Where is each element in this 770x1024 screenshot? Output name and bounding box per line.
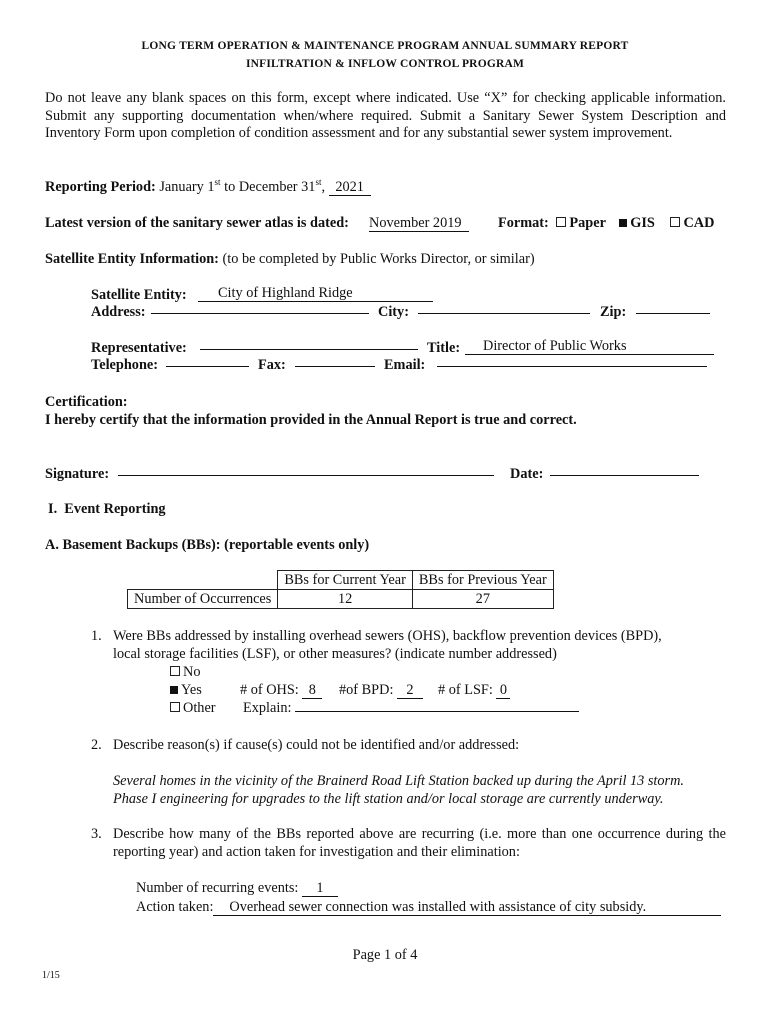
bb-table <box>127 570 554 609</box>
lsf-count: # of LSF: 0 <box>438 682 510 700</box>
recurring-field[interactable]: 1 <box>302 881 338 897</box>
q3-number: 3. <box>91 826 102 842</box>
option-other: Other <box>166 700 216 718</box>
section-heading: I. Event Reporting <box>48 501 166 517</box>
date-label: Date: <box>510 466 544 482</box>
format-cad-label: CAD <box>683 215 715 231</box>
col-previous-header: BBs for Previous Year <box>412 571 553 590</box>
atlas-label: Latest version of the sanitary sewer atlas is dated: <box>45 215 349 231</box>
email-label: Email: <box>384 357 426 373</box>
yes-checkbox[interactable] <box>170 686 178 694</box>
period-year-field[interactable]: 2021 <box>329 180 371 196</box>
format-paper-checkbox[interactable] <box>556 217 566 227</box>
col-current-header: BBs for Current Year <box>278 571 413 590</box>
explain: Explain: <box>243 700 579 718</box>
table-corner <box>128 571 278 590</box>
format-paper-label: Paper <box>569 215 606 231</box>
address-field[interactable] <box>151 313 369 314</box>
reporting-period: Reporting Period: January 1st to December 31st, 2021 <box>45 179 371 197</box>
basement-backups-heading: A. Basement Backups (BBs): (reportable events only) <box>45 537 370 553</box>
q2-answer-line2: Phase I engineering for upgrades to the lift station and/or local storage are currently underway. <box>113 791 664 807</box>
option-yes: Yes <box>166 682 202 700</box>
date-field[interactable] <box>550 475 699 476</box>
q1-text-line1: Were BBs addressed by installing overhead sewers (OHS), backflow prevention devices (BPD), <box>113 628 662 644</box>
entity-label: Satellite Entity: <box>91 287 187 303</box>
option-no: No <box>166 664 200 682</box>
city-label: City: <box>378 304 409 320</box>
entity-field[interactable]: City of Highland Ridge <box>198 286 433 302</box>
ohs-count: # of OHS: 8 <box>240 682 322 700</box>
satellite-heading: Satellite Entity Information: (to be completed by Public Works Director, or similar) <box>45 251 535 267</box>
action-field[interactable]: Overhead sewer connection was installed with assistance of city subsidy. <box>213 900 721 916</box>
ohs-field[interactable]: 8 <box>302 683 322 699</box>
representative-label: Representative: <box>91 340 187 356</box>
telephone-label: Telephone: <box>91 357 158 373</box>
zip-field[interactable] <box>636 313 710 314</box>
lsf-field[interactable]: 0 <box>496 683 510 699</box>
representative-field[interactable] <box>200 349 418 350</box>
city-field[interactable] <box>418 313 590 314</box>
period-to: to December 31st <box>220 177 322 195</box>
action-taken: Action taken: Overhead sewer connection was installed with assistance of city subsidy. <box>136 899 721 917</box>
bpd-field[interactable]: 2 <box>397 683 423 699</box>
format-gis-checkbox[interactable] <box>619 219 627 227</box>
address-label: Address: <box>91 304 146 320</box>
current-year-value[interactable]: 12 <box>278 590 413 609</box>
report-title: LONG TERM OPERATION & MAINTENANCE PROGRAM ANNUAL SUMMARY REPORT <box>141 40 629 52</box>
q2-text: Describe reason(s) if cause(s) could not be identified and/or addressed: <box>113 737 520 753</box>
certification-text: I hereby certify that the information provided in the Annual Report is true and correct. <box>45 412 577 428</box>
no-checkbox[interactable] <box>170 666 180 676</box>
format-label: Format: <box>498 215 549 231</box>
previous-year-value[interactable]: 27 <box>412 590 553 609</box>
atlas-format <box>498 215 714 233</box>
page-number: Page 1 of 4 <box>352 947 418 963</box>
recurring-events: Number of recurring events: 1 <box>136 880 338 898</box>
q1-text-line2: local storage facilities (LSF), or other measures? (indicate number addressed) <box>113 646 557 662</box>
instructions: Do not leave any blank spaces on this form, except where indicated. Use “X” for checking applicable information. Submit any supporting documentation when/where required. Submit a Sanitary Sewer System Description and Inventory Form upon completion of condition assessment and for any substantial sewer system improvement. <box>45 90 726 141</box>
zip-label: Zip: <box>600 304 627 320</box>
q2-answer-line1: Several homes in the vicinity of the Brainerd Road Lift Station backed up during the April 13 storm. <box>113 773 685 789</box>
other-checkbox[interactable] <box>170 702 180 712</box>
q3-text: Describe how many of the BBs reported above are recurring (i.e. more than one occurrence during the reporting year) and action taken for investigation and their elimination: <box>113 826 726 860</box>
signature-label: Signature: <box>45 466 110 482</box>
telephone-field[interactable] <box>166 366 249 367</box>
certification-heading: Certification: <box>45 394 128 410</box>
table-row <box>128 590 554 609</box>
fax-label: Fax: <box>258 357 286 373</box>
q2-number: 2. <box>91 737 102 753</box>
program-title: INFILTRATION & INFLOW CONTROL PROGRAM <box>245 58 525 70</box>
fax-field[interactable] <box>295 366 375 367</box>
title-field[interactable]: Director of Public Works <box>465 339 714 355</box>
title-label: Title: <box>427 340 461 356</box>
atlas-date-field[interactable]: November 2019 <box>369 216 469 232</box>
explain-field[interactable] <box>295 711 579 712</box>
row-label: Number of Occurrences <box>128 590 278 609</box>
bpd-count: #of BPD: 2 <box>339 682 423 700</box>
q1-number: 1. <box>91 628 102 644</box>
table-row <box>128 571 554 590</box>
email-field[interactable] <box>437 366 707 367</box>
reporting-period-label: Reporting Period: <box>45 179 156 195</box>
format-cad-checkbox[interactable] <box>670 217 680 227</box>
format-gis-label: GIS <box>630 215 655 231</box>
signature-field[interactable] <box>118 475 494 476</box>
revision-code: 1/15 <box>42 970 60 981</box>
period-from: January 1st <box>159 177 221 195</box>
